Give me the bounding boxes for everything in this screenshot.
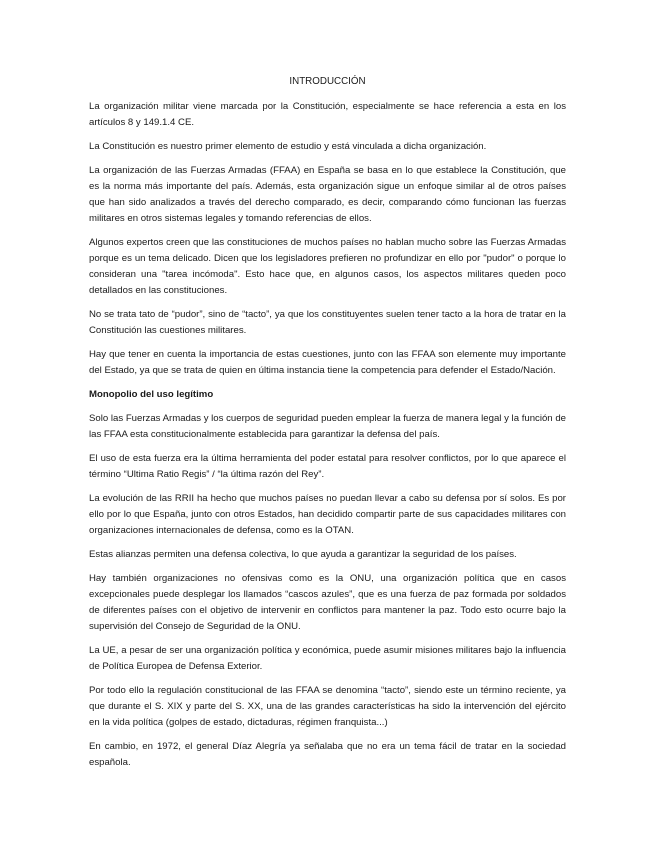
paragraph: La UE, a pesar de ser una organización política y económica, puede asumir misiones militares bajo la influencia de Política Europea de Defensa Exterior. bbox=[89, 645, 566, 672]
paragraph: Hay que tener en cuenta la importancia de estas cuestiones, junto con las FFAA son elemente muy importante del Estado, ya que se trata de quien en última instancia tiene la competencia para defender el Estado/Nación. bbox=[89, 349, 566, 376]
paragraph: Solo las Fuerzas Armadas y los cuerpos de seguridad pueden emplear la fuerza de manera legal y la función de las FFAA esta constitucionalmente establecida para garantizar la defensa del país. bbox=[89, 413, 566, 440]
paragraph: La evolución de las RRII ha hecho que muchos países no puedan llevar a cabo su defensa por sí solos. Es por ello por lo que España, junto con otros Estados, han decidido compartir parte de sus capacidades militares con organizaciones internacionales de defensa, como es la OTAN. bbox=[89, 493, 566, 536]
paragraph: La Constitución es nuestro primer elemento de estudio y está vinculada a dicha organización. bbox=[89, 141, 487, 152]
paragraph: Hay también organizaciones no ofensivas como es la ONU, una organización política que en casos excepcionales puede desplegar los llamados “cascos azules”, que es una fuerza de paz formada por soldados de diferentes países con el objetivo de intervenir en conflictos para mantener la paz. Todo esto ocurre bajo la supervisión del Consejo de Seguridad de la ONU. bbox=[89, 573, 566, 632]
paragraph: En cambio, en 1972, el general Díaz Alegría ya señalaba que no era un tema fácil de tratar en la sociedad española. bbox=[89, 741, 566, 768]
paragraph: No se trata tato de “pudor”, sino de “tacto”, ya que los constituyentes suelen tener tacto a la hora de tratar en la Constitución las cuestiones militares. bbox=[89, 309, 566, 336]
paragraph: Estas alianzas permiten una defensa colectiva, lo que ayuda a garantizar la seguridad de los países. bbox=[89, 549, 517, 560]
document-title: INTRODUCCIÓN bbox=[289, 76, 366, 87]
paragraph: El uso de esta fuerza era la última herramienta del poder estatal para resolver conflictos, por lo que aparece el término “Ultima Ratio Regis” / “la última razón del Rey”. bbox=[89, 453, 566, 480]
section-heading: Monopolio del uso legítimo bbox=[89, 389, 214, 400]
paragraph: La organización militar viene marcada por la Constitución, especialmente se hace referencia a esta en los artículos 8 y 149.1.4 CE. bbox=[89, 101, 566, 128]
paragraph: Algunos expertos creen que las constituciones de muchos países no hablan mucho sobre las Fuerzas Armadas porque es un tema delicado. Dicen que los legisladores prefieren no profundizar en ello por "pudor" o porque lo consideran una "tarea incómoda". Esto hace que, en algunos casos, los aspectos militares queden poco detallados en las constituciones. bbox=[89, 237, 566, 296]
paragraph: La organización de las Fuerzas Armadas (FFAA) en España se basa en lo que establece la Constitución, que es la norma más importante del país. Además, esta organización sigue un enfoque similar al de otros países que han sido analizados a través del derecho comparado, es decir, comparando cómo funcionan las fuerzas militares en otros sistemas legales y tomando referencias de ellos. bbox=[89, 165, 566, 224]
paragraph: Por todo ello la regulación constitucional de las FFAA se denomina “tacto”, siendo este un término reciente, ya que durante el S. XIX y parte del S. XX, una de las grandes características ha sido la intervención del ejército en la vida política (golpes de estado, dictaduras, régimen franquista...) bbox=[89, 685, 566, 728]
